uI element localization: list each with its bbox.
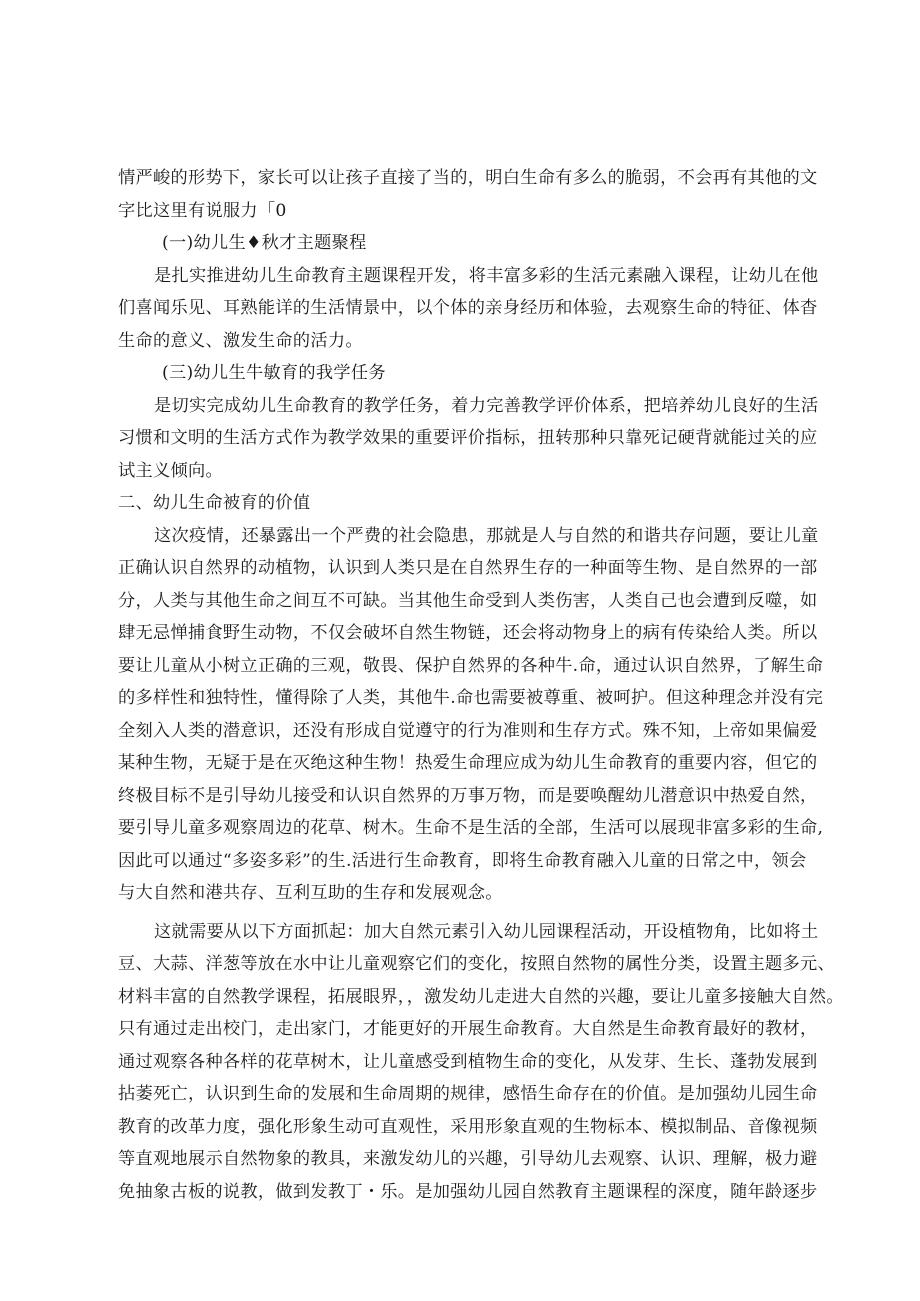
paragraph-line: 正确认识自然界的动植物，认识到人类只是在自然界生存的一种面等生物、是自然界的一部 — [118, 558, 818, 578]
paragraph-line: 免抽象古板的说教，做到发教丁・乐。是加强幼儿园自然教育主题课程的深度，随年龄逐步 — [118, 1181, 818, 1202]
section-title: 二、幼儿生命被育的价值 — [118, 493, 311, 513]
subheading-teaching-task: (三)幼儿生牛敏育的我学任务 — [162, 363, 386, 383]
paragraph-line: 要引导儿童多观察周边的花草、树木。生命不是生活的全部，生活可以展现非富多彩的生命, — [118, 818, 824, 838]
document-page — [118, 162, 844, 1208]
paragraph-line: 这就需要从以下方面抓起：加大自然元素引入幼儿园课程活动，开设植物角，比如将土 — [154, 921, 819, 942]
subheading-course: (一)幼儿生♦秋才主题聚程 — [162, 233, 367, 253]
text-line: 情严峻的形势下，家长可以让孩子直接了当的，明白生命有多么的脆弱，不会再有其他的文 — [118, 168, 818, 188]
text-line: 字比这里有说服力「0 — [118, 200, 287, 221]
paragraph-line: 教育的改革力度，强化形象生动可直观性，采用形象直观的生物标本、模拟制品、音像视频 — [118, 1116, 818, 1137]
paragraph-line: 拈萎死亡，认识到生命的发展和生命周期的规律，感悟生命存在的价值。是加强幼儿园生命 — [118, 1084, 818, 1104]
paragraph-line: 的多样性和独特性，懂得除了人类，其他牛.命也需要被尊重、被呵护。但这种理念并没有完 — [118, 688, 824, 708]
paragraph-line: 要让儿童从小树立正确的三观，敬畏、保护自然界的各种牛.命，通过认识自然界，了解生命 — [118, 655, 824, 676]
paragraph-line: 分，人类与其他生命之间互不可缺。当其他生命受到人类伤害，人类自己也会遭到反噬，如 — [118, 590, 818, 611]
paragraph-line: 与大自然和港共存、互利互助的生存和发展观念。 — [118, 883, 503, 903]
paragraph-line: 终极目标不是引导幼儿接受和认识自然界的万事万物，而是要唤醒幼儿潜意识中热爱自然， — [118, 785, 818, 806]
paragraph-line: 通过观察各种各样的花草树木，让儿童感受到植物生命的变化，从发芽、生长、蓬勃发展到 — [118, 1051, 818, 1072]
paragraph-line: 是切实完成幼儿生命教育的教学任务，着力完善教学评价体系，把培养幼儿良好的生活 — [154, 395, 819, 416]
paragraph-line: 豆、大蒜、洋葱等放在水中让儿童观察它们的变化，按照自然物的属性分类，设置主题多元、 — [118, 954, 835, 974]
paragraph-line: 习惯和文明的生活方式作为教学效果的重要评价指标，扭转那种只靠死记硬背就能过关的应 — [118, 428, 818, 448]
paragraph-line: 等直观地展示自然物象的教具，来激发幼儿的兴趣，引导幼儿去观察、认识、理解，极力避 — [118, 1149, 818, 1169]
paragraph-line: 们喜闻乐见、耳熟能详的生活情景中，以个体的亲身经历和体验，去观察生命的特征、体杳 — [118, 298, 818, 318]
paragraph-line: 肆无忌惮捕食野生动物，不仅会破坏自然生物链，还会将动物身上的病有传染给人类。所以 — [118, 623, 818, 643]
paragraph-line: 某种生物，无疑于是在灭绝这种生物！热爱生命理应成为幼儿生命教育的重要内容，但它的 — [118, 753, 818, 773]
paragraph-line: 是扎实推进幼儿生命教育主题课程开发，将丰富多彩的生活元素融入课程，让幼儿在他 — [154, 265, 819, 286]
paragraph-line: 试主义倾向。 — [118, 460, 223, 481]
paragraph-line: 因此可以通过“多姿多彩”的生.活进行生命教育，即将生命教育融入儿童的日常之中，领会 — [118, 850, 807, 871]
paragraph-line: 材料丰富的自然教学课程，拓展眼界，，激发幼儿走进大自然的兴趣，要让儿童多接触大自然。 — [118, 986, 844, 1007]
paragraph-line: 这次疫情，还暴露出一个严费的社会隐患，那就是人与自然的和谐共存问题，要让儿童 — [154, 525, 819, 546]
paragraph-line: 生命的意义、激发生命的活力。 — [118, 330, 363, 351]
paragraph-line: 全刻入人类的潜意识，还没有形成自觉遵守的行为准则和生存方式。殊不知，上帝如果偏爱 — [118, 720, 818, 741]
paragraph-line: 只有通过走出校门，走出家门，才能更好的开展生命教育。大自然是生命教育最好的教材， — [118, 1019, 818, 1039]
